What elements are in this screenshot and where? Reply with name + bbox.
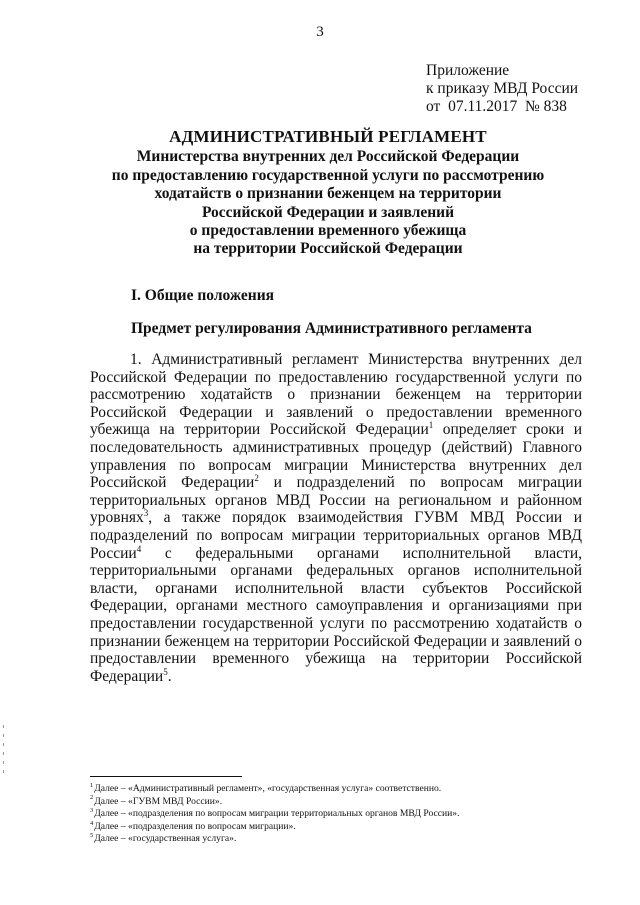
footnote-text: Далее – «ГУВМ МВД России». <box>94 795 223 807</box>
footnote-separator <box>90 776 242 777</box>
scan-mark <box>3 752 4 755</box>
footnote-number: 1 <box>90 781 94 789</box>
footnote-number: 5 <box>90 832 94 840</box>
title-line: ходатайств о признании беженцем на территории <box>154 185 502 203</box>
appendix-block <box>426 62 626 116</box>
title-line: Министерства внутренних дел Российской Федерации <box>136 148 520 166</box>
footnote-item <box>90 783 590 796</box>
footnote-item <box>90 833 590 846</box>
paragraph-text: определяет сроки и последовательность административных процедур (действий) Главного управления по вопросам миграции Министерства внутренних дел Российской Федерации <box>90 421 582 492</box>
footnote-text: Далее – «государственная услуга». <box>94 833 237 845</box>
title-line: по предоставлению государственной услуги по рассмотрению <box>111 166 545 184</box>
footnote-text: Далее – «подразделения по вопросам миграции территориальных органов МВД России». <box>94 808 460 820</box>
footnote-text: Далее – «подразделения по вопросам миграции». <box>94 820 296 832</box>
paragraph-text: и подразделений по вопросам миграции территориальных органов МВД России на региональном и районном уровнях <box>90 474 582 527</box>
appendix-line-2: к приказу МВД России <box>426 80 579 97</box>
footnotes <box>90 783 590 846</box>
paragraph-text: , а также порядок взаимодействия ГУВМ МВД России и подразделений по вопросам миграции территориальных органов МВД России <box>90 509 582 562</box>
footnote-number: 3 <box>90 807 94 814</box>
scan-mark <box>3 734 4 737</box>
footnote-ref: 2 <box>254 473 259 483</box>
title-line: Российской Федерации и заявлений <box>201 203 455 221</box>
title-main: АДМИНИСТРАТИВНЫЙ РЕГЛАМЕНТ <box>169 127 487 146</box>
footnote-item <box>90 808 590 821</box>
appendix-line-3: от 07.11.2017 № 838 <box>426 98 567 115</box>
scan-mark <box>3 761 4 764</box>
scan-mark <box>3 770 4 773</box>
footnote-ref: 5 <box>163 666 168 677</box>
footnote-item <box>90 796 590 809</box>
scan-mark <box>3 725 4 728</box>
document-title <box>60 128 596 259</box>
footnote-text: Далее – «Административный регламент», «государственная услуга» соответственно. <box>94 783 442 794</box>
footnote-ref: 3 <box>143 508 149 519</box>
footnote-item <box>90 821 590 834</box>
footnote-ref: 4 <box>136 543 142 554</box>
paragraph-text: 1. Административный регламент Министерства внутренних дел Российской Федерации по предоставлению государственной услуги по рассмотрению ходатайств о признании беженцем на территории Российской Федерации и заявлений о предоставлении временного убежища на территории Российской Федерации <box>90 351 582 439</box>
subsection-heading: Предмет регулирования Административного регламента <box>131 320 532 337</box>
appendix-line-1: Приложение <box>426 62 510 79</box>
paragraph-text: . <box>167 667 172 685</box>
footnote-ref: 1 <box>428 420 434 431</box>
footnote-number: 4 <box>90 819 94 827</box>
title-line: на территории Российской Федерации <box>193 240 463 258</box>
title-line: о предоставлении временного убежища <box>189 222 467 240</box>
footnote-number: 2 <box>90 794 94 802</box>
page-number: 3 <box>316 24 324 40</box>
scan-edge-marks <box>3 725 5 785</box>
paragraph-text: с федеральными органами исполнительной власти, территориальными органами федеральных органов исполнительной власти, органами исполнительной власти субъектов Российской Федерации, органами местного самоуправления и организациями при предоставлении государственной услуги по рассмотрению ходатайств о признании беженцем на территории Российской Федерации и заявлений о предоставлении временного убежища на территории Российской Федерации <box>90 544 582 685</box>
paragraph-1 <box>90 351 582 685</box>
scan-mark <box>3 743 4 746</box>
section-heading: I. Общие положения <box>131 287 275 304</box>
